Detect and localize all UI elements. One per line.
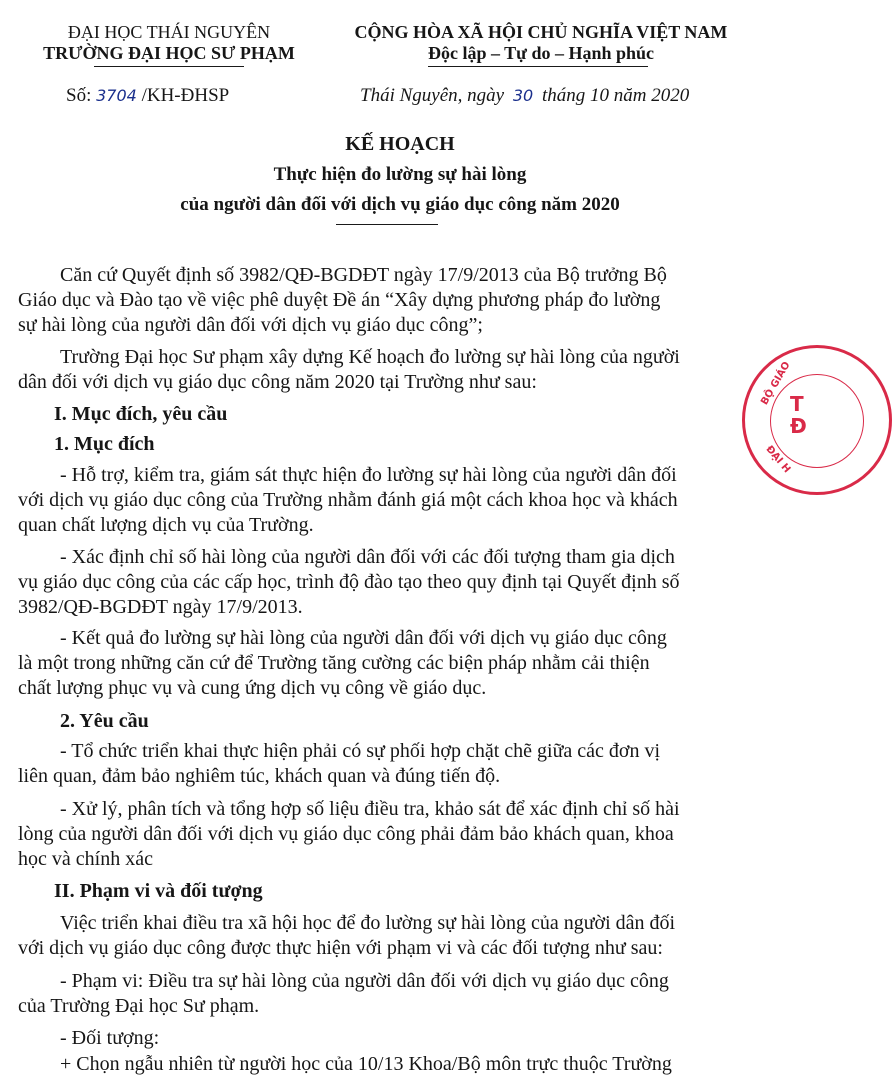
document-title: KẾ HOẠCH bbox=[345, 133, 455, 155]
handwritten-day: 30 bbox=[512, 86, 534, 105]
date-prefix: Thái Nguyên, ngày bbox=[360, 85, 505, 106]
motto-underline bbox=[428, 66, 648, 67]
paragraph-line: - Xác định chỉ số hài lòng của người dân đối với các đối tượng tham gia dịch bbox=[60, 546, 675, 568]
paragraph-line: Việc triển khai điều tra xã hội học để đo lường sự hài lòng của người dân đối bbox=[60, 912, 676, 934]
number-suffix: /KH-ĐHSP bbox=[141, 85, 230, 106]
org-underline bbox=[94, 66, 244, 67]
paragraph-line: với dịch vụ giáo dục công được thực hiện với phạm vi và các đối tượng như sau: bbox=[18, 937, 663, 959]
paragraph-line: - Tổ chức triển khai thực hiện phải có sự phối hợp chặt chẽ giữa các đơn vị bbox=[60, 740, 661, 762]
paragraph-line: quan chất lượng dịch vụ của Trường. bbox=[18, 514, 314, 536]
title-line-1: Thực hiện đo lường sự hài lòng bbox=[273, 164, 527, 185]
date-suffix: tháng 10 năm 2020 bbox=[541, 85, 690, 106]
paragraph-line: của Trường Đại học Sư phạm. bbox=[18, 995, 260, 1017]
paragraph-line: Giáo dục và Đào tạo về việc phê duyệt Đề án “Xây dựng phương pháp đo lường bbox=[18, 289, 661, 311]
paragraph-line: - Phạm vi: Điều tra sự hài lòng của người dân đối với dịch vụ giáo dục công bbox=[60, 970, 669, 992]
paragraph-line: - Kết quả đo lường sự hài lòng của người dân đối với dịch vụ giáo dục công bbox=[60, 627, 667, 649]
paragraph-line: - Xử lý, phân tích và tổng hợp số liệu điều tra, khảo sát để xác định chỉ số hài bbox=[60, 798, 680, 820]
seal-ring-text: ĐẠI H bbox=[763, 443, 793, 476]
paragraph-line: + Chọn ngẫu nhiên từ người học của 10/13 Khoa/Bộ môn trực thuộc Trường bbox=[60, 1053, 672, 1075]
section-heading: II. Phạm vi và đối tượng bbox=[54, 880, 263, 902]
paragraph-line: là một trong những căn cứ để Trường tăng cường các biện pháp nhằm cải thiện bbox=[18, 652, 650, 674]
org-name: TRƯỜNG ĐẠI HỌC SƯ PHẠM bbox=[43, 43, 295, 63]
number-prefix: Số: bbox=[66, 85, 92, 106]
seal-center-letter: Đ bbox=[790, 414, 807, 438]
official-seal-inner-ring bbox=[770, 374, 864, 468]
paragraph-line: 3982/QĐ-BGDĐT ngày 17/9/2013. bbox=[18, 596, 303, 618]
seal-ring-text: BỘ GIÁO bbox=[759, 360, 793, 407]
paragraph-line: sự hài lòng của người dân đối với dịch vụ giáo dục công”; bbox=[18, 314, 483, 336]
seal-center-letter: T bbox=[790, 392, 804, 416]
document-date bbox=[360, 85, 689, 107]
org-parent: ĐẠI HỌC THÁI NGUYÊN bbox=[67, 22, 271, 42]
paragraph-line: - Hỗ trợ, kiểm tra, giám sát thực hiện đo lường sự hài lòng của người dân đối bbox=[60, 464, 677, 486]
paragraph-line: liên quan, đảm bảo nghiêm túc, khách quan và đúng tiến độ. bbox=[18, 765, 501, 787]
country-name: CỘNG HÒA XÃ HỘI CHỦ NGHĨA VIỆT NAM bbox=[354, 22, 728, 42]
paragraph-line: chất lượng phục vụ và cung ứng dịch vụ công về giáo dục. bbox=[18, 677, 487, 699]
paragraph-line: Trường Đại học Sư phạm xây dựng Kế hoạch đo lường sự hài lòng của người bbox=[60, 346, 680, 368]
subsection-heading: 1. Mục đích bbox=[54, 433, 155, 455]
paragraph-line: lòng của người dân đối với dịch vụ giáo dục công phải đảm bảo khách quan, khoa bbox=[18, 823, 674, 845]
title-underline bbox=[336, 224, 438, 225]
subsection-heading: 2. Yêu cầu bbox=[60, 710, 149, 732]
document-number bbox=[66, 85, 229, 107]
paragraph-line: dân đối với dịch vụ giáo dục công năm 2020 tại Trường như sau: bbox=[18, 371, 537, 393]
paragraph-line: vụ giáo dục công của các cấp học, trình độ đào tạo theo quy định tại Quyết định số bbox=[18, 571, 680, 593]
paragraph-line: Căn cứ Quyết định số 3982/QĐ-BGDĐT ngày 17/9/2013 của Bộ trưởng Bộ bbox=[60, 264, 667, 286]
paragraph-line: - Đối tượng: bbox=[60, 1027, 160, 1049]
section-heading: I. Mục đích, yêu cầu bbox=[54, 403, 228, 425]
paragraph-line: với dịch vụ giáo dục công của Trường nhằm đánh giá một cách khoa học và khách bbox=[18, 489, 678, 511]
national-motto: Độc lập – Tự do – Hạnh phúc bbox=[427, 43, 655, 63]
title-line-2: của người dân đối với dịch vụ giáo dục công năm 2020 bbox=[180, 194, 620, 215]
paragraph-line: học và chính xác bbox=[18, 848, 153, 870]
handwritten-number: 3704 bbox=[96, 86, 137, 105]
